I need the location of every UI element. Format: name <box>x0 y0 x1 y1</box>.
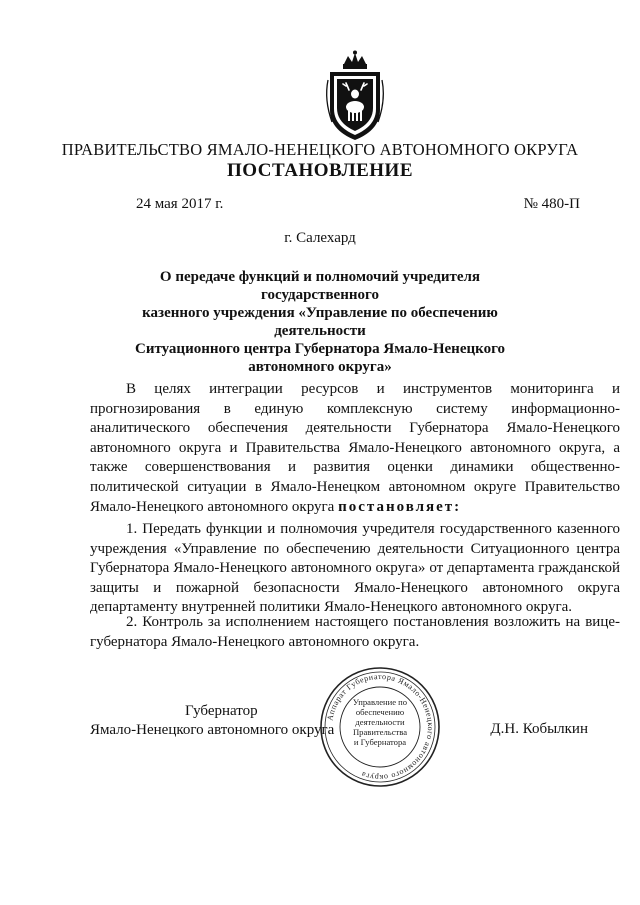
document-city: г. Салехард <box>284 230 356 246</box>
document-date: 24 мая 2017 г. <box>136 196 224 212</box>
title-line: О передаче функций и полномочий учредителя государственного <box>159 269 481 303</box>
stamp-line: Управление по <box>352 697 408 707</box>
clause-1: 1. Передать функции и полномочия учредителя государственного казенного учреждения «Управление по обеспечению деятельности Ситуационного центра Губернатора Ямало-Ненецкого автономного округа» от департамента гражданской защиты и пожарной безопасности Ямало-Ненецкого автономного округа департаменту внутренней политики Ямало-Ненецкого автономного округа. <box>90 521 620 616</box>
title-line: Ситуационного центра Губернатора Ямало-Ненецкого <box>134 341 506 357</box>
coat-of-arms-emblem <box>322 50 388 142</box>
stamp-line: и Губернатора <box>353 737 407 747</box>
stamp-center-text <box>344 697 416 747</box>
signer-position-line2: Ямало-Ненецкого автономного округа <box>90 722 335 738</box>
preamble-text: В целях интеграции ресурсов и инструментов мониторинга и прогнозирования в единую комплексную систему информационно-аналитического обеспечения деятельности Губернатора Ямало-Ненецкого автономного округа и Правительства Ямало-Ненецкого автономного округа, а также совершенствования и развития оценки динамики общественно-политической ситуации в Ямало-Ненецком автономном округе Правительство Ямало-Ненецкого автономного округа <box>90 381 620 515</box>
clause-2: 2. Контроль за исполнением настоящего постановления возложить на вице-губернатора Ямало-Ненецкого автономного округа. <box>90 614 620 650</box>
signer-name: Д.Н. Кобылкин <box>490 721 588 737</box>
stamp-line: Правительства <box>352 727 408 737</box>
title-line: казенного учреждения «Управление по обеспечению деятельности <box>142 305 498 339</box>
stamp-line: обеспечению <box>355 707 405 717</box>
document-title <box>110 268 530 376</box>
preamble-paragraph <box>90 380 620 517</box>
document-number: № 480-П <box>523 196 580 212</box>
stamp-ring-text: Аппарат Губернатора Ямало-Ненецкого автономного округа <box>325 671 436 783</box>
government-name: ПРАВИТЕЛЬСТВО ЯМАЛО-НЕНЕЦКОГО АВТОНОМНОГО ОКРУГА <box>61 140 579 159</box>
stamp-line: деятельности <box>355 717 405 727</box>
signer-position-line1: Губернатор <box>185 703 258 719</box>
document-type: ПОСТАНОВЛЕНИЕ <box>226 160 414 181</box>
title-line: автономного округа» <box>248 359 392 375</box>
resolves-emphasis: постановляет: <box>338 498 462 515</box>
